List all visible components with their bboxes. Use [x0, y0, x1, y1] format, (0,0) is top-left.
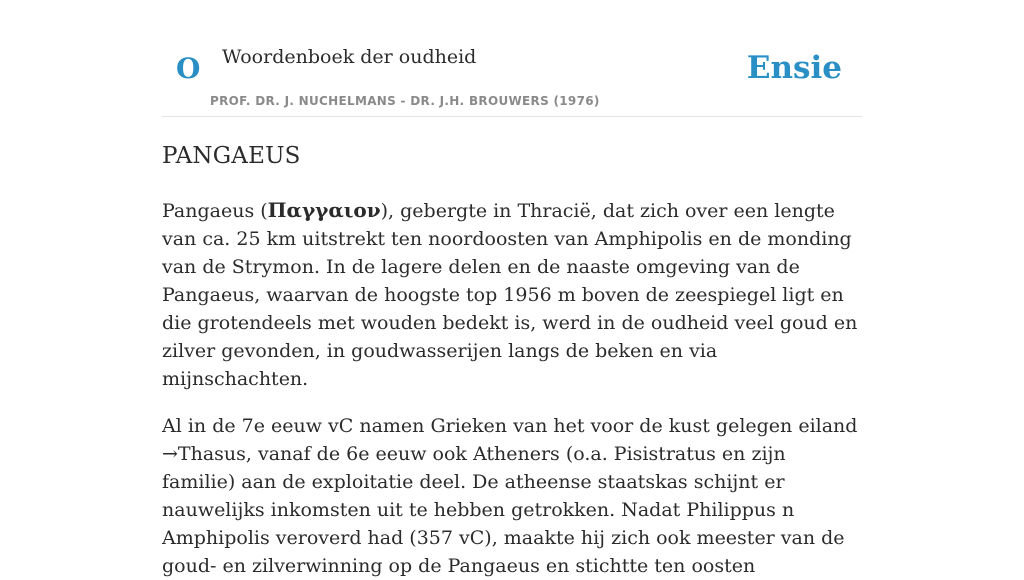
dictionary-header	[162, 0, 862, 117]
paragraph-1-text-rest: ), gebergte in Thracië, dat zich over een lengte van ca. 25 km uitstrekt ten noordoosten van Amphipolis en de monding van de Strymon. In de lagere delen en de naaste omgeving van de Pangaeus, waarvan de hoogste top 1956 m boven de zeespiegel ligt en die grotendeels met wouden bedekt is, werd in de oudheid veel goud en zilver gevonden, in goudwasserijen langs de beken en via mijnschachten.	[162, 200, 858, 390]
ensie-logo-link[interactable]: Ensie	[746, 50, 842, 86]
paragraph-2-text-start: Al in de 7e eeuw vC namen Grieken van het voor de kust gelegen eiland	[162, 415, 858, 437]
paragraph-2-text-rest: , vanaf de 6e eeuw ook Atheners (o.a. Pisistratus en zijn familie) aan de exploitatie deel. De atheense staatskas schijnt er nauwelijks inkomsten uit te hebben getrokken. Nadat Philippus n Amphipolis veroverd had (357 vC), maakte hij zich ook meester van de goud- en zilverwinning op de Pangaeus en stichtte ten oosten	[162, 443, 845, 577]
entry-paragraph-1	[162, 196, 862, 393]
book-title[interactable]: Woordenboek der oudheid	[222, 46, 477, 68]
page-container	[162, 0, 862, 580]
paragraph-1-text-start: Pangaeus (	[162, 200, 268, 222]
book-authors: PROF. DR. J. NUCHELMANS - DR. J.H. BROUWERS (1976)	[210, 94, 600, 108]
greek-name: Παγγαιον	[267, 198, 381, 222]
letter-index-link[interactable]: O	[176, 52, 201, 85]
thasus-cross-reference-link[interactable]: →Thasus	[162, 443, 246, 465]
entry-headword: PANGAEUS	[162, 143, 301, 169]
entry-paragraph-2	[162, 412, 862, 580]
